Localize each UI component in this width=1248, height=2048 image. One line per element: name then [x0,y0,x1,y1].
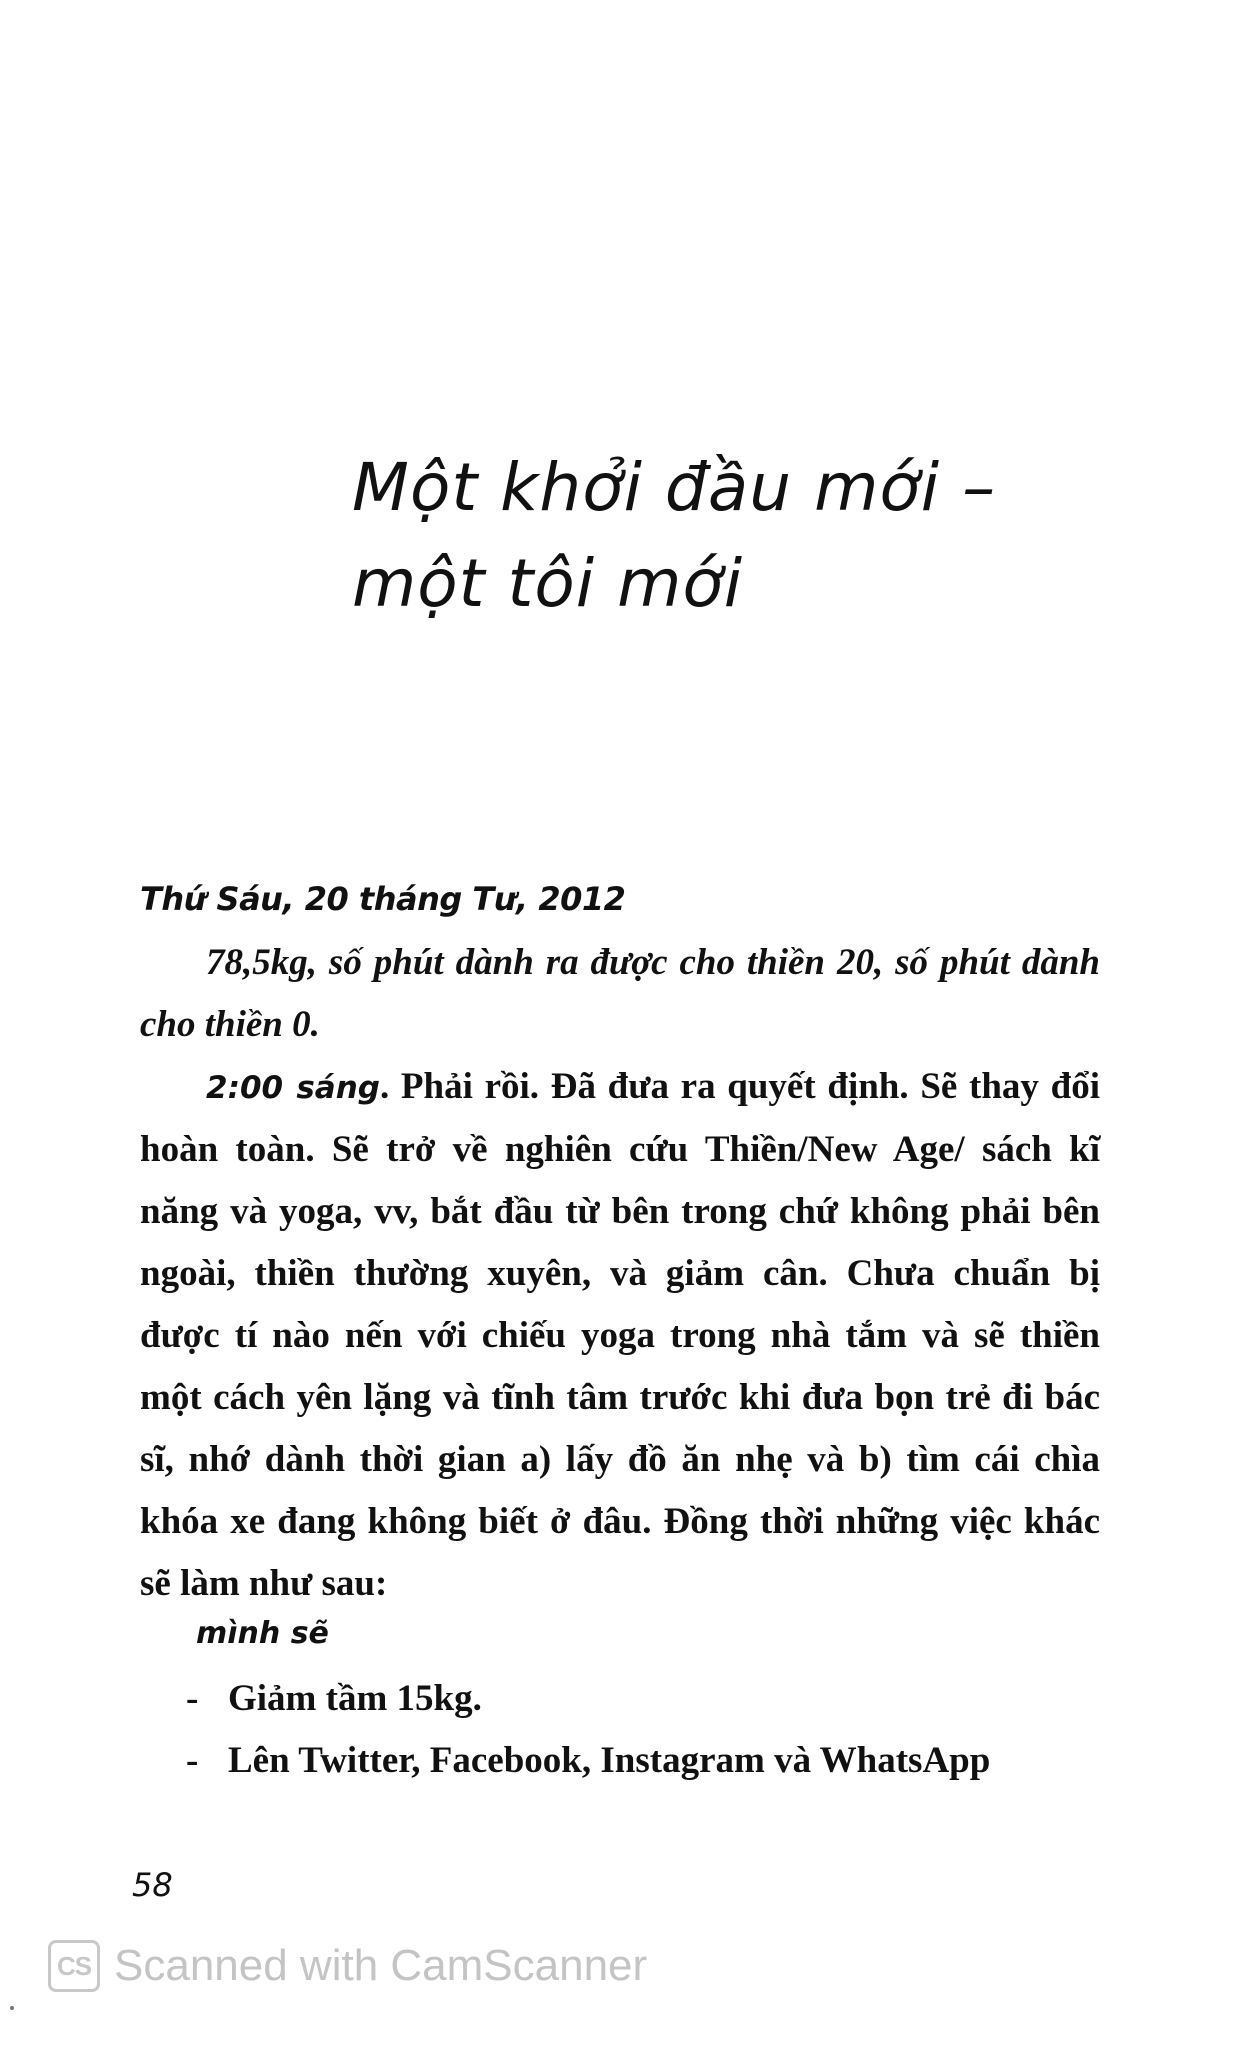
todo-list-heading: mình sẽ [196,1616,329,1651]
chapter-title-line-1: Một khởi đầu mới – [352,449,997,526]
diary-body-text: . Phải rồi. Đã đưa ra quyết định. Sẽ thay đổi hoàn toàn. Sẽ trở về nghiên cứu Thiền/New Age/ sách kĩ năng và yoga, vv, bắt đầu từ bên trong chứ không phải bên ngoài, thiền thường xuyên, và giảm cân. Chưa chuẩn bị được tí nào nến với chiếu yoga trong nhà tắm và sẽ thiền một cách yên lặng và tĩnh tâm trước khi đưa bọn trẻ đi bác sĩ, nhớ dành thời gian a) lấy đồ ăn nhẹ và b) tìm cái chìa khóa xe đang không biết ở đâu. Đồng thời những việc khác sẽ làm như sau: [140,1066,1100,1604]
camscanner-logo-icon: CS [48,1940,100,1992]
page-number: 58 [132,1866,173,1904]
todo-item-text: Lên Twitter, Facebook, Instagram và WhatsApp [228,1740,991,1781]
todo-list-item [186,1730,1106,1792]
watermark-text: Scanned with CamScanner [114,1941,648,1990]
diary-body-paragraph [140,1056,1100,1615]
list-dash: - [186,1740,199,1781]
chapter-title-line-2: một tôi mới [352,545,744,622]
chapter-title [352,440,1112,632]
todo-item-text: Giảm tầm 15kg. [228,1678,482,1719]
camscanner-watermark [48,1940,647,1992]
diary-time: 2:00 sáng [206,1070,380,1106]
todo-list [186,1668,1106,1792]
todo-list-item [186,1668,1106,1730]
diary-entry-date: Thứ Sáu, 20 tháng Tư, 2012 [140,880,626,918]
scan-speck [10,2006,14,2010]
diary-stats-line: 78,5kg, số phút dành ra được cho thiền 20, số phút dành cho thiền 0. [140,942,1100,1045]
list-dash: - [186,1678,199,1719]
